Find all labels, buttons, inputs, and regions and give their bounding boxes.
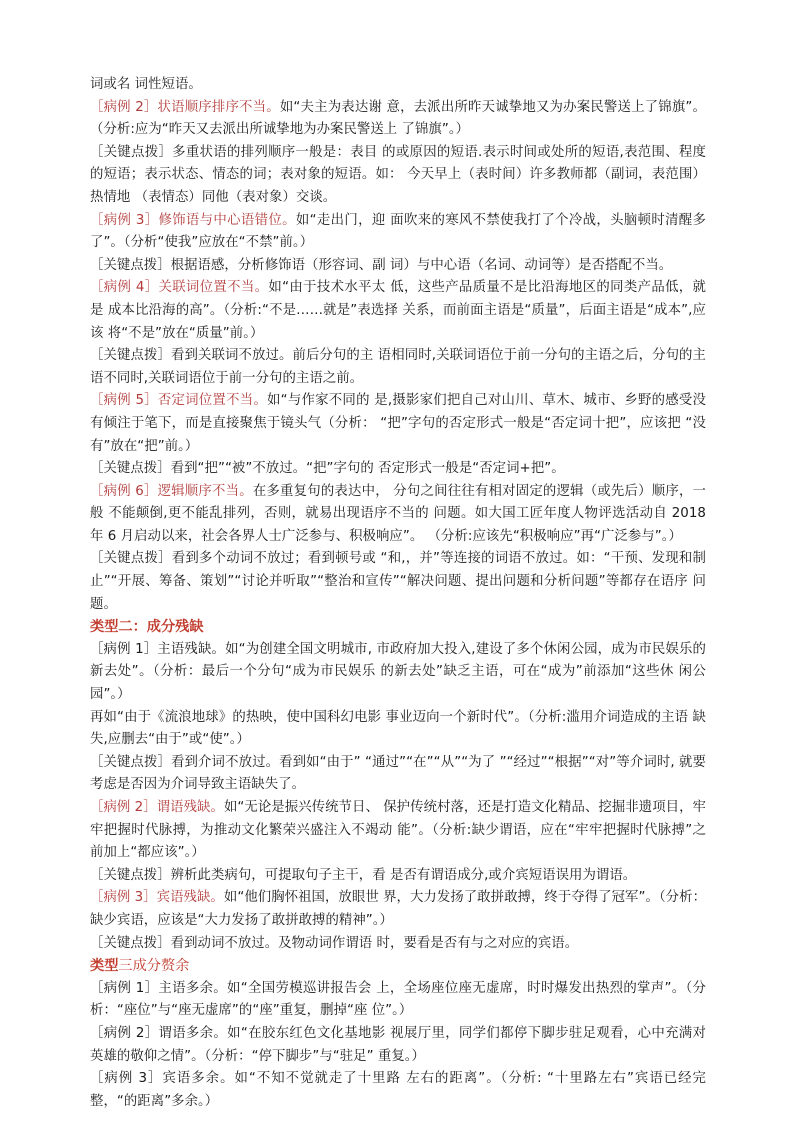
paragraph [90,933,706,956]
paragraph [90,97,706,142]
paragraph [90,345,706,390]
paragraph [90,142,706,210]
paragraph [90,1023,706,1068]
paragraph-text: ［关键点拨］辨析此类病句，可提取句子主干，看 是否有谓语成分,或介宾短语误用为谓语。 [90,867,637,883]
example-label: ［病例 2］谓语残缺。 [90,800,224,815]
paragraph-text: ［关键点拨］看到介词不放过。看到如“由于” “通过”“在”“从”“为了 ”“经过”“根据”“对”等介词时, 就要考虑是否因为介词导致主语缺失了。 [90,754,706,793]
section-heading-label: 类型 [90,958,119,975]
section-heading [90,616,706,639]
example-label: ［病例 5］否定词位置不当。 [90,393,268,409]
paragraph-text: ［病例 1］主语多余。如“全国劳模巡讲报告会 上，全场座位座无虚席，时时爆发出热烈的掌声”。（分析：“座位”与“座无虚席”的“座”重复，删掉“座 位”。） [90,980,706,1019]
paragraph [90,639,706,707]
paragraph [90,210,706,255]
example-label: ［病例 2］状语顺序排序不当。 [90,99,280,115]
paragraph [90,887,706,932]
paragraph [90,707,706,752]
paragraph-text: ［关键点拨］看到动词不放过。及物动词作谓语 时，要看是否有与之对应的宾语。 [90,935,579,951]
paragraph [90,255,706,278]
paragraph [90,865,706,888]
section-heading [90,955,706,978]
paragraph [90,752,706,797]
paragraph-text: ［关键点拨］看到多个动词不放过；看到顿号或 “和,，并”等连接的词语不放过。如：“干预、发现和制 止”“开展、筹备、策划”“讨论并听取”“整治和宣传”“解决问题、提出问题和分析问题”等都存在语序 问题。 [90,551,706,612]
paragraph-text: ［关键点拨］根据语感，分析修饰语（形容词、副 词）与中心语（名词、动词等）是否搭配不当。 [90,257,673,273]
paragraph [90,548,706,616]
paragraph-text: ［关键点拨］看到关联词不放过。前后分句的主 语相同时,关联词语位于前一分句的主语之后，分句的主语不同时,关联词语位于前一分句的主语之前。 [90,348,706,386]
document-page [90,74,706,1113]
paragraph [90,458,706,481]
paragraph [90,978,706,1023]
paragraph [90,74,706,97]
paragraph-text: 词或名 词性短语。 [90,77,202,92]
paragraph-text: 如“由于技术水平太 低，这些产品质量不是比沿海地区的同类产品低，就 是 成本比沿海的高”。（分析:“不是……就是”表选择 关系，而前面主语是“质量”，后面主语是“成本”,应该 将“不是”放在“质量”前。） [90,280,706,341]
paragraph-text: 如“夫主为表达谢 意，去派出所昨天诚挚地又为办案民警送上了锦旗”。（分析:应为“昨天又去派出所诚挚地为办案民警送上 了锦旗”。） [90,99,707,138]
example-label: ［病例 6］逻辑顺序不当。 [90,483,253,499]
paragraph [90,1068,706,1113]
section-heading-text: 三成分赘余 [118,958,190,975]
paragraph-text: 如“他们胸怀祖国，放眼世 界，大力发扬了敢拼敢搏，终于夺得了冠军”。（分析： 缺少宾语，应该是“大力发扬了敢拼敢搏的精神”。） [90,890,707,928]
paragraph-text: 如“无论是振兴传统节日、 保护传统村落，还是打造文化精品、挖掘非遗项目，牢 牢把握时代脉搏，为推动文化繁荣兴盛注入不竭动 能”。（分析:缺少谓语，应在“牢牢把握时代脉搏”之 前加上“都应该”。） [90,800,707,861]
example-label: ［病例 4］关联词位置不当。 [90,280,269,296]
example-label: ［病例 3］宾语残缺。 [90,890,224,906]
paragraph-text: ［病例 3］宾语多余。如“不知不觉就走了十里路 左右的距离”。（分析: “十里路左右”宾语已经完整，“的距离”多余。） [90,1071,706,1109]
paragraph-text: 如“与作家不同的 是,摄影家们把自己对山川、草木、城市、乡野的感受没有倾注于笔下，而是直接聚焦于镜头气（分析： “把”字句的否定形式一般是“否定词十把”，应该把 “没有”放在“把”前。） [90,393,706,454]
paragraph [90,277,706,345]
paragraph-text: ［关键点拨］多重状语的排列顺序一般是：表目 的或原因的短语.表示时间或处所的短语,表范围、程度的短语；表示状态、情态的词；表对象的短语。如： 今天早上（表时间）许多教师都（副词，表范围）热情地 （表情态）同他（表对象）交谈。 [90,144,706,205]
paragraph [90,390,706,458]
paragraph [90,797,706,865]
paragraph-text: ［病例 1］主语残缺。如“为创建全国文明城市, 市政府加大投入,建设了多个休闲公园，成为市民娱乐的新去处”。（分析：最后一个分句“成为市民娱乐 的新去处”缺乏主语，可在“成为”前添加“这些休 闲公园”。） [90,641,706,703]
section-heading-label: 类型二：成分残缺 [90,619,204,636]
paragraph-text: ［病例 2］谓语多余。如“在胶东红色文化基地影 视展厅里，同学们都停下脚步驻足观看，心中充满对 英雄的敬仰之情”。（分析：“停下脚步”与“驻足” 重复。） [90,1025,706,1064]
paragraph-text: 在多重复句的表达中， 分句之间往往有相对固定的逻辑（或先后）顺序，一般 不能颠倒,更不能乱排列，否则，就易出现语序不当的 问题。如大国工匠年度人物评选活动自 2018 年 6 月启动以来，社会各界人士广泛参与、积极响应”。 （分析:应该先“积极响应”再“广泛参与”。） [90,483,706,544]
paragraph-text: 再如“由于《流浪地球》的热映，使中国科幻电影 事业迈向一个新时代”。（分析:滥用介词造成的主语 缺失,应删去“由于”或“使”。） [90,709,706,748]
example-label: ［病例 3］修饰语与中心语错位。 [90,212,296,228]
paragraph-text: ［关键点拨］看到“把”“被”不放过。“把”字句的 否定形式一般是“否定词+把”。 [90,461,565,477]
paragraph-text: 如“走出门，迎 面吹来的寒风不禁使我打了个冷战，头脑顿时清醒多 了”。（分析“使我”应放在“不禁”前。） [90,212,706,251]
paragraph [90,481,706,549]
